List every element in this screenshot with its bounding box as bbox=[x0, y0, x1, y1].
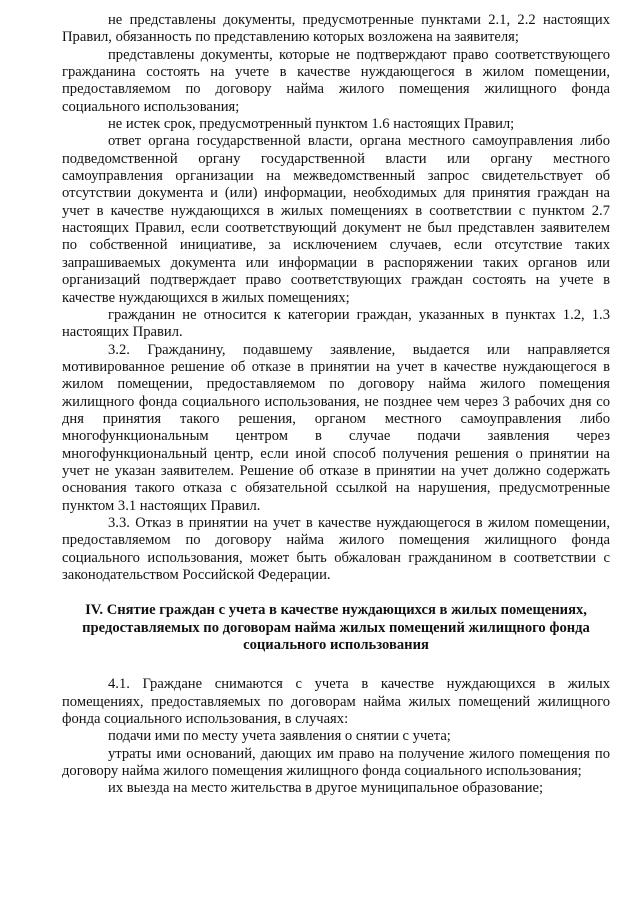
paragraph-4-1: 4.1. Граждане снимаются с учета в качестве нуждающихся в жилых помещениях, предоставляемых по договорам найма жилых помещений жилищного фонда социального использования, в случаях: bbox=[62, 676, 610, 728]
section-heading-iv: IV. Снятие граждан с учета в качестве нуждающихся в жилых помещениях, предоставляемых по договорам найма жилых помещений жилищного фонда социального использования bbox=[82, 602, 590, 654]
paragraph-interagency-response: ответ органа государственной власти, органа местного самоуправления либо подведомственной органу государственной власти или органу местного самоуправления организации на межведомственный запрос свидетельствует об отсутствии документа и (или) информации, необходимых для принятия граждан на учет в качестве нуждающихся в жилых помещениях в соответствии с пунктом 2.7 настоящих Правил, если соответствующий документ не был представлен заявителем по собственной инициативе, за исключением случаев, если отсутствие таких запрашиваемых документа или информации в распоряжении таких органов или организаций подтверждает право соответствующих граждан состоять на учете в качестве нуждающихся в жилых помещениях; bbox=[62, 133, 610, 306]
paragraph-deregistration-request: подачи ими по месту учета заявления о снятии с учета; bbox=[108, 728, 451, 745]
paragraph-loss-of-grounds: утраты ими оснований, дающих им право на получение жилого помещения по договору найма жилого помещения жилищного фонда социального использования; bbox=[62, 745, 610, 780]
paragraph-3-3: 3.3. Отказ в принятии на учет в качестве нуждающегося в жилом помещении, предоставляемом по договору найма жилого помещения жилищного фонда социального использования, может быть обжалован гражданином в соответствии с законодательством Российской Федерации. bbox=[62, 514, 610, 583]
paragraph-category-mismatch: гражданин не относится к категории граждан, указанных в пунктах 1.2, 1.3 настоящих Правил. bbox=[62, 306, 610, 341]
paragraph-missing-documents: не представлены документы, предусмотренные пунктами 2.1, 2.2 настоящих Правил, обязанность по представлению которых возложена на заявителя; bbox=[62, 12, 610, 46]
document-page bbox=[62, 12, 610, 798]
paragraph-relocation: их выезда на место жительства в другое муниципальное образование; bbox=[108, 780, 544, 797]
paragraph-3-2: 3.2. Гражданину, подавшему заявление, выдается или направляется мотивированное решение об отказе в принятии на учет в качестве нуждающегося в жилом помещении, предоставляемом по договору найма жилого помещения жилищного фонда социального использования, не позднее чем через 3 рабочих дня со дня принятия такого решения, органом местного самоуправления либо многофункциональным центром в случае подачи заявления через многофункциональный центр, если иной способ получения решения о принятии на учет не указан заявителем. Решение об отказе в принятии на учет должно содержать основания такого отказа с обязательной ссылкой на нарушения, предусмотренные пунктом 3.1 настоящих Правил. bbox=[62, 341, 610, 514]
paragraph-term-not-expired: не истек срок, предусмотренный пунктом 1.6 настоящих Правил; bbox=[108, 116, 515, 133]
paragraph-documents-not-confirming: представлены документы, которые не подтверждают право соответствующего гражданина состоять на учете в качестве нуждающегося в жилом помещении, предоставляемом по договору найма жилого помещения жилищного фонда социального использования; bbox=[62, 46, 610, 115]
